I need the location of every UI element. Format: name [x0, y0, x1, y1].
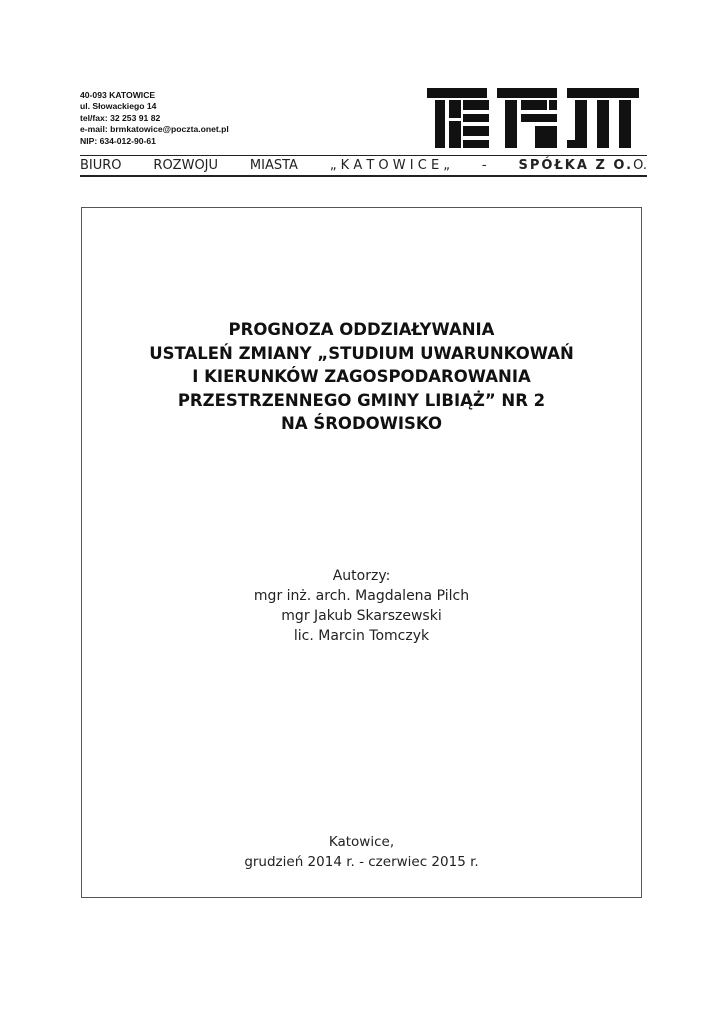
- company-suffix: [519, 158, 647, 173]
- company-word: ROZWOJU: [153, 158, 219, 173]
- place-name: Katowice,: [328, 834, 395, 850]
- address-nip: NIP: 634-012-90-61: [80, 135, 156, 146]
- company-word: -: [481, 158, 487, 173]
- header-divider-top: [80, 155, 647, 156]
- author-name: lic. Marcin Tomczyk: [293, 628, 430, 644]
- title-line: NA ŚRODOWISKO: [281, 414, 442, 433]
- title-page-frame: [81, 207, 642, 898]
- company-word: „ K A T O W I C E „: [329, 158, 451, 173]
- title-line: USTALEŃ ZMIANY „STUDIUM UWARUNKOWAŃ: [149, 343, 574, 363]
- author-name: mgr Jakub Skarszewski: [281, 608, 442, 624]
- brm-logo: [427, 88, 639, 150]
- document-title: [81, 318, 642, 436]
- address-street: ul. Słowackiego 14: [80, 101, 157, 112]
- company-address: [80, 90, 229, 147]
- company-name: [80, 158, 647, 173]
- place-date-block: [81, 832, 642, 872]
- authors-heading: Autorzy:: [332, 568, 391, 584]
- company-suffix-tail: O.: [633, 158, 647, 173]
- title-line: PROGNOZA ODDZIAŁYWANIA: [228, 320, 495, 339]
- header-divider-bottom: [80, 175, 647, 177]
- company-word: MIASTA: [249, 158, 298, 173]
- brm-logo-graphic: [427, 88, 639, 150]
- company-suffix-bold: SPÓŁKA Z O.: [518, 158, 634, 173]
- company-word: BIURO: [80, 158, 122, 173]
- address-city: 40-093 KATOWICE: [80, 90, 156, 100]
- title-line: I KIERUNKÓW ZAGOSPODAROWANIA: [192, 367, 531, 386]
- date-range: grudzień 2014 r. - czerwiec 2015 r.: [244, 854, 479, 870]
- address-email: e-mail: brmkatowice@poczta.onet.pl: [80, 124, 229, 135]
- address-phone: tel/fax: 32 253 91 82: [80, 112, 161, 123]
- authors-block: [81, 566, 642, 646]
- title-line: PRZESTRZENNEGO GMINY LIBIĄŻ” NR 2: [177, 390, 546, 410]
- author-name: mgr inż. arch. Magdalena Pilch: [253, 588, 470, 604]
